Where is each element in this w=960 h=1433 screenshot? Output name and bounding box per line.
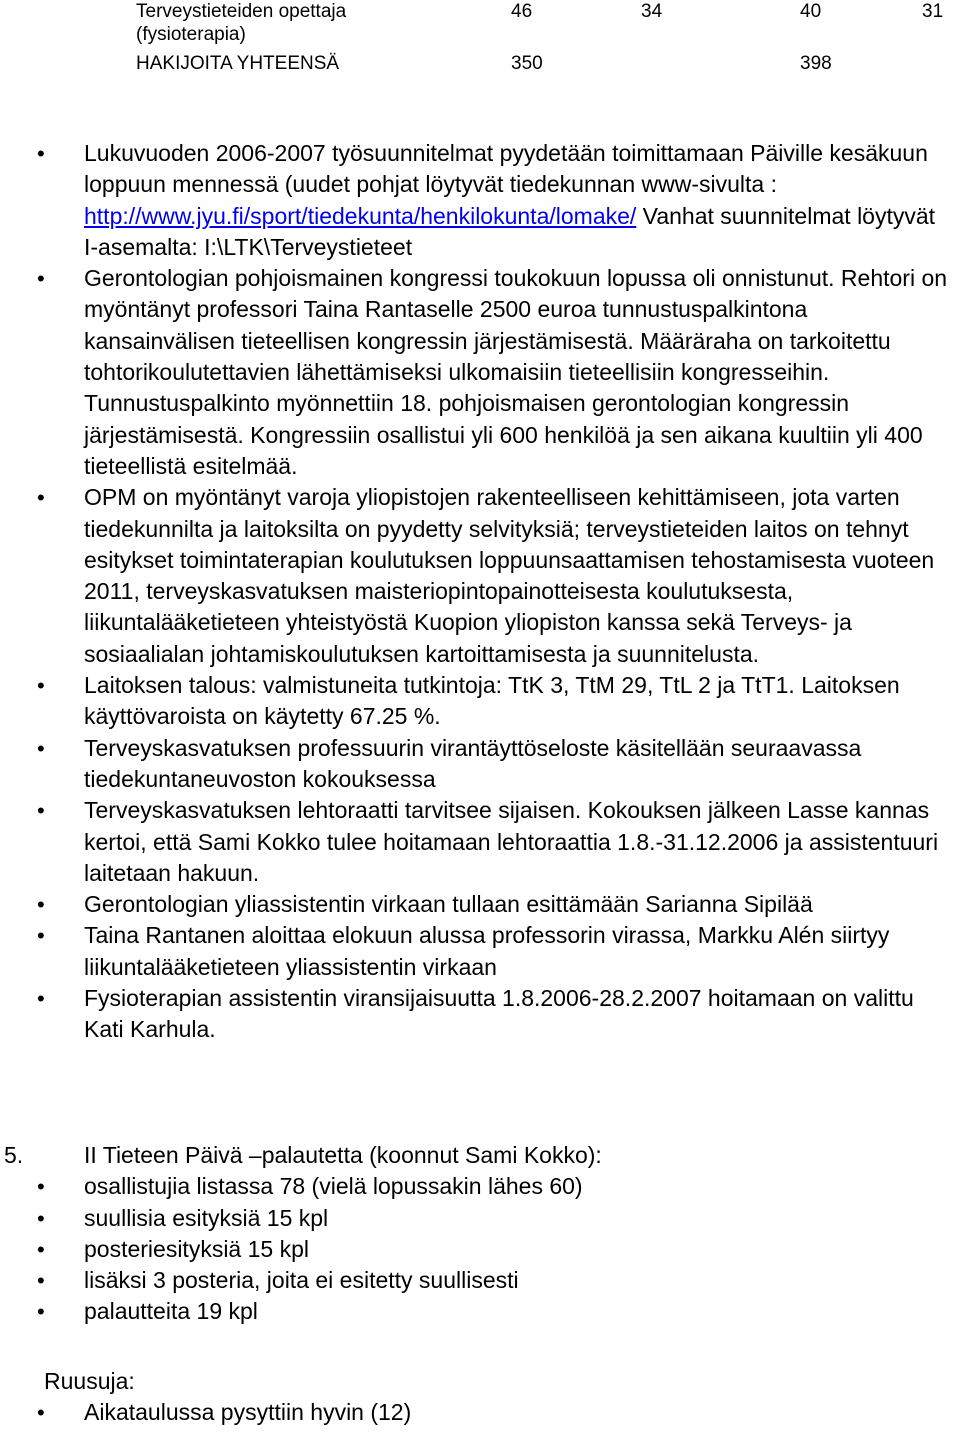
bullet-icon: • <box>37 735 45 761</box>
list-item <box>0 482 960 670</box>
bullet-icon: • <box>37 485 45 511</box>
bullet-icon: • <box>37 1299 45 1325</box>
list-item <box>0 795 960 889</box>
list-item <box>0 138 960 263</box>
bullet-icon: • <box>37 986 45 1012</box>
bullet-icon: • <box>37 1174 45 1200</box>
list-item-text: palautteita 19 kpl <box>84 1298 258 1325</box>
bullet-icon: • <box>37 1400 45 1426</box>
ruusuja-section <box>0 1366 960 1429</box>
bullet-icon: • <box>37 1236 45 1262</box>
list-item-text: suullisia esityksiä 15 kpl <box>84 1204 329 1231</box>
list-item-text: lisäksi 3 posteria, joita ei esitetty suullisesti <box>84 1267 519 1294</box>
list-item-text: Vanhat suunnitelmat löytyvät I-asemalta: I:\LTK\Terveystieteet <box>84 202 936 260</box>
list-item-text: OPM on myöntänyt varoja yliopistojen rakenteelliseen kehittämiseen, jota varten tiedekunnilta ja laitoksilta on pyydetty selvityksiä; terveystieteiden laitos on tehnyt esitykset toimintaterapian koulutuksen loppuunsaattamisen tehostamisesta vuoteen 2011, terveyskasvatuksen maisteriopintopainotteisesta koulutuksesta, liikuntalääketieteen yhteistyöstä Kuopion yliopiston kanssa sekä Terveys- ja sosiaalialan johtamiskoulutuksen kartoittamisesta ja suunnitelusta. <box>84 484 935 667</box>
bullet-icon: • <box>37 266 45 292</box>
table-cell: 34 <box>641 1 663 22</box>
list-item-text: Terveyskasvatuksen lehtoraatti tarvitsee sijaisen. Kokouksen jälkeen Lasse kannas kertoi, että Sami Kokko tulee hoitamaan lehtoraattia 1.8.-31.12.2006 ja assistentuuri laitetaan hakuun. <box>84 797 939 886</box>
bullet-list-main <box>0 138 960 1046</box>
bullet-icon: • <box>37 673 45 699</box>
section-number: 5. <box>4 1142 24 1168</box>
bullet-icon: • <box>37 892 45 918</box>
table-cell: 398 <box>800 53 832 74</box>
list-item <box>0 1171 960 1202</box>
list-item-text: Fysioterapian assistentin viransijaisuutta 1.8.2006-28.2.2007 hoitamaan on valittu Kati Karhula. <box>84 985 914 1043</box>
list-item <box>0 920 960 983</box>
table-cell: 350 <box>511 53 543 74</box>
section-title: II Tieteen Päivä –palautetta (koonnut Sami Kokko): <box>84 1142 602 1168</box>
list-item <box>0 1234 960 1265</box>
section-heading <box>0 1140 960 1171</box>
list-item-text: Lukuvuoden 2006-2007 työsuunnitelmat pyydetään toimittamaan Päiville kesäkuun loppuun mennessä (uudet pohjat löytyvät tiedekunnan www-sivulta : <box>84 140 928 198</box>
list-item-text: Terveyskasvatuksen professuurin virantäyttöseloste käsitellään seuraavassa tiedekuntaneuvoston kokouksessa <box>84 734 862 792</box>
list-item-text: Taina Rantanen aloittaa elokuun alussa professorin virassa, Markku Alén siirtyy liikuntalääketieteen yliassistentin virkaan <box>84 922 890 980</box>
list-item-text: Aikataulussa pysyttiin hyvin (12) <box>84 1399 412 1426</box>
list-item-text: Gerontologian pohjoismainen kongressi toukokuun lopussa oli onnistunut. Rehtori on myöntänyt professori Taina Rantaselle 2500 euroa tunnustuspalkintona kansainvälisen tieteellisen kongressin järjestämisestä. Määräraha on tarkoitettu tohtorikoulutettavien lähettämiseksi ulkomaisiin tieteellisiin kongresseihin. Tunnustuspalkinto myönnettiin 18. pohjoismaisen gerontologian kongressin järjestämisestä. Kongressiin osallistui yli 600 henkilöä ja sen aikana kuultiin yli 400 tieteellistä esitelmää. <box>84 265 948 479</box>
list-item <box>0 1265 960 1296</box>
bullet-icon: • <box>37 1205 45 1231</box>
list-item-text: posteriesityksiä 15 kpl <box>84 1235 309 1262</box>
bullet-icon: • <box>37 141 45 166</box>
table-cell: 40 <box>800 1 822 22</box>
table-row-label: Terveystieteiden opettaja (fysioterapia) <box>136 1 347 45</box>
bullet-icon: • <box>37 798 45 824</box>
list-item-text: Gerontologian yliassistentin virkaan tullaan esittämään Sarianna Sipilää <box>84 891 813 918</box>
table-row-label: HAKIJOITA YHTEENSÄ <box>136 53 340 74</box>
list-item <box>0 670 960 733</box>
list-item <box>0 1296 960 1327</box>
table-cell: 46 <box>511 1 533 22</box>
table-cell: 31 <box>922 1 944 22</box>
list-item-text: osallistujia listassa 78 (vielä lopussakin lähes 60) <box>84 1173 583 1200</box>
section-5 <box>0 1140 960 1328</box>
ruusuja-heading: Ruusuja: <box>44 1368 135 1394</box>
list-item-text: Laitoksen talous: valmistuneita tutkintoja: TtK 3, TtM 29, TtL 2 ja TtT1. Laitoksen käyttövaroista on käytetty 67.25 %. <box>84 672 900 730</box>
list-item <box>0 889 960 920</box>
list-item <box>0 263 960 482</box>
list-item <box>0 1203 960 1234</box>
bullet-icon: • <box>37 923 45 949</box>
list-item <box>0 983 960 1046</box>
bullet-icon: • <box>37 1268 45 1294</box>
list-item <box>0 1397 960 1428</box>
list-item <box>0 733 960 796</box>
lomake-link[interactable]: http://www.jyu.fi/sport/tiedekunta/henkilokunta/lomake/ <box>84 202 637 229</box>
